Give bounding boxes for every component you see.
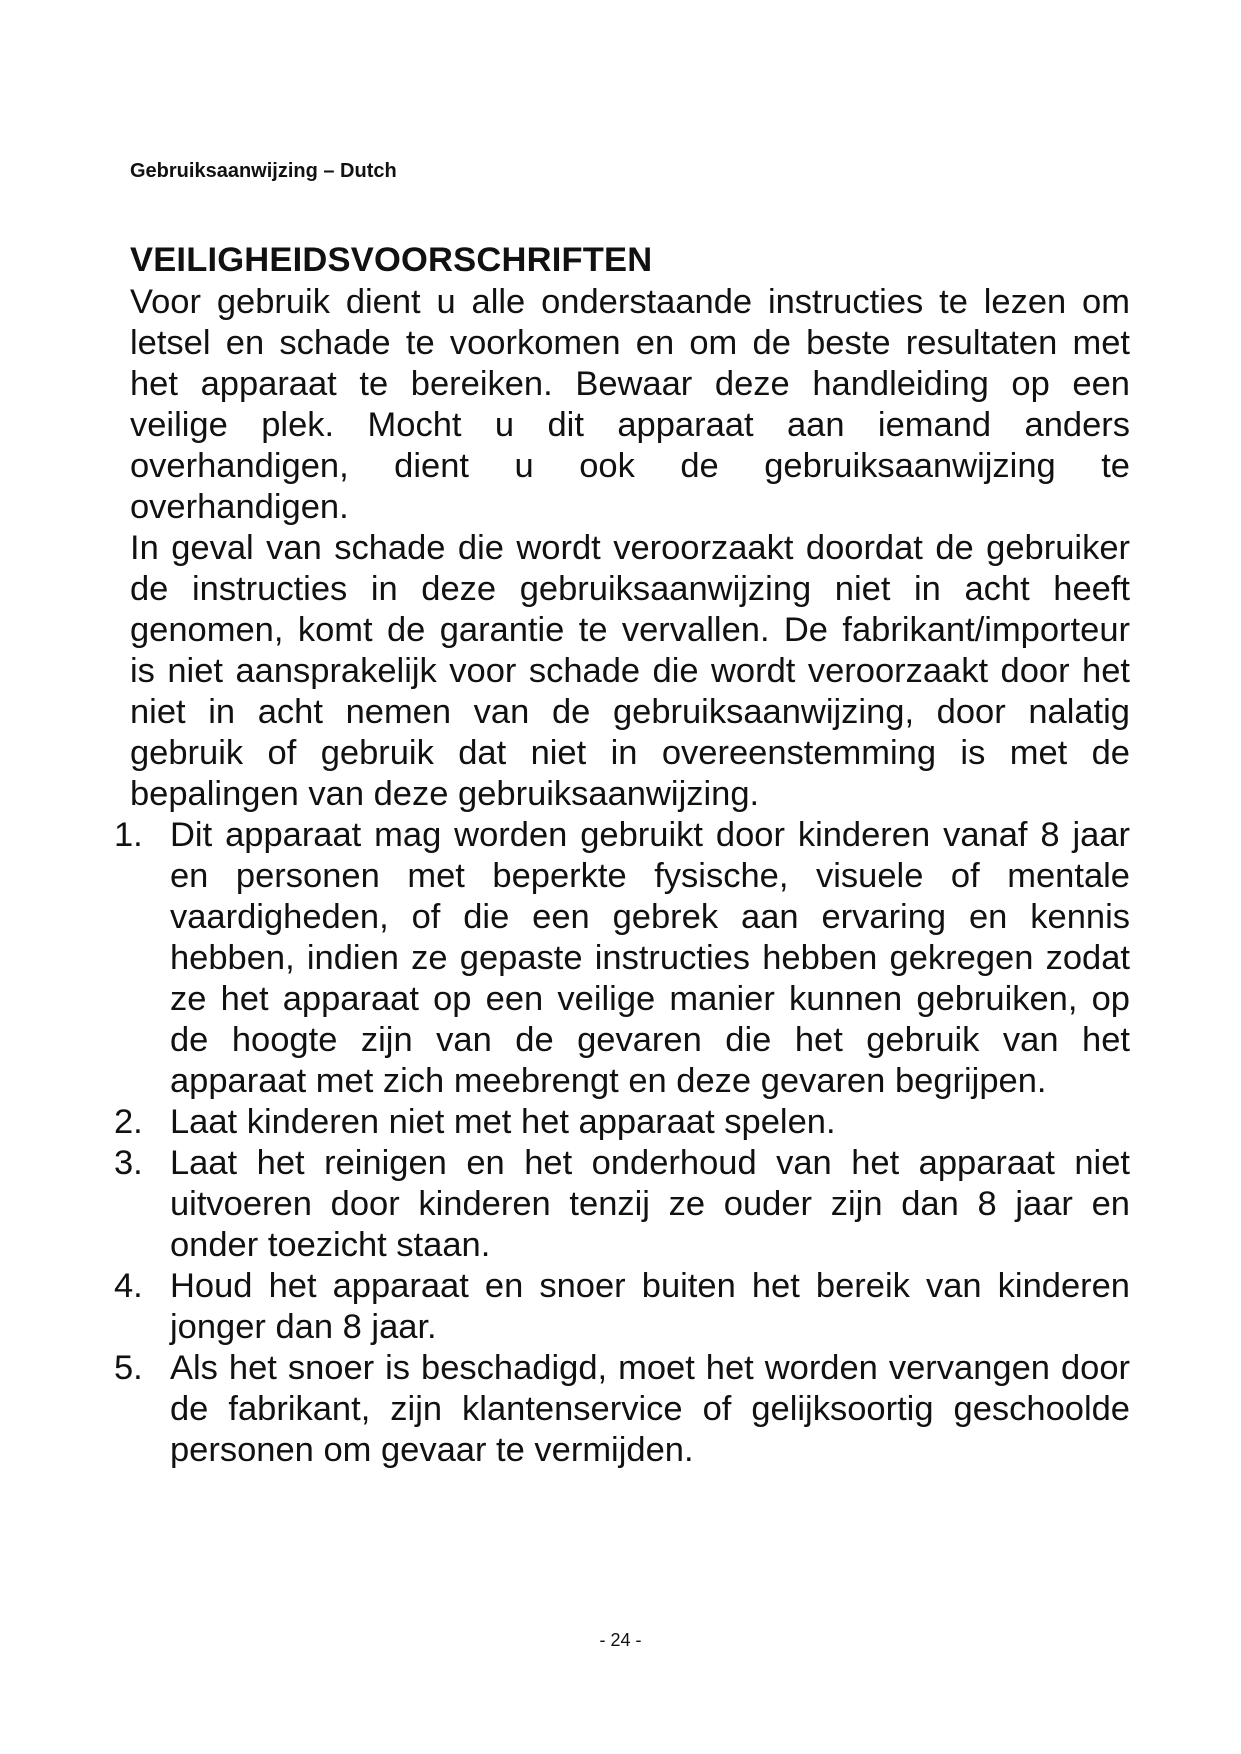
intro-paragraph: Voor gebruik dient u alle onderstaande instructies te lezen om letsel en schade te voorkomen en om de beste resultaten met het apparaat te bereiken. Bewaar deze handleiding op een veilige plek. Mocht u dit apparaat aan iemand anders overhandigen, dient u ook de gebruiksaanwijzing te overhandigen. xyxy=(130,283,1130,526)
safety-section xyxy=(114,238,1130,1471)
list-item-text: Laat kinderen niet met het apparaat spelen. xyxy=(170,1103,836,1141)
list-item-text: Als het snoer is beschadigd, moet het worden vervangen door de fabrikant, zijn klantenservice of gelijksoortig geschoolde personen om gevaar te vermijden. xyxy=(170,1349,1130,1469)
document-header: Gebruiksaanwijzing – Dutch xyxy=(130,160,397,182)
liability-paragraph: In geval van schade die wordt veroorzaakt doordat de gebruiker de instructies in deze gebruiksaanwijzing niet in acht heeft genomen, komt de garantie te vervallen. De fabrikant/importeur is niet aansprakelijk voor schade die wordt veroorzaakt door het niet in acht nemen van de gebruiksaanwijzing, door nalatig gebruik of gebruik dat niet in overeenstemming is met de bepalingen van deze gebruiksaanwijzing. xyxy=(130,529,1130,813)
list-item xyxy=(114,1143,1130,1266)
list-item xyxy=(114,1102,1130,1143)
page-number: - 24 - xyxy=(599,1630,642,1650)
list-item-number: 2. xyxy=(114,1103,143,1141)
list-item-number: 3. xyxy=(114,1144,143,1182)
list-item-number: 1. xyxy=(114,816,143,854)
list-item xyxy=(114,815,1130,1102)
list-item-text: Dit apparaat mag worden gebruikt door kinderen vanaf 8 jaar en personen met beperkte fysische, visuele of mentale vaardigheden, of die een gebrek aan ervaring en kennis hebben, indien ze gepaste instructies hebben gekregen zodat ze het apparaat op een veilige manier kunnen gebruiken, op de hoogte zijn van de gevaren die het gebruik van het apparaat met zich meebrengt en deze gevaren begrijpen. xyxy=(170,816,1130,1100)
list-item xyxy=(114,1266,1130,1348)
list-item-number: 5. xyxy=(114,1349,143,1387)
list-item-text: Houd het apparaat en snoer buiten het bereik van kinderen jonger dan 8 jaar. xyxy=(170,1267,1130,1346)
list-item xyxy=(114,1348,1130,1471)
section-title: VEILIGHEIDSVOORSCHRIFTEN xyxy=(130,241,653,279)
list-item-number: 4. xyxy=(114,1267,143,1305)
list-item-text: Laat het reinigen en het onderhoud van het apparaat niet uitvoeren door kinderen tenzij ze ouder zijn dan 8 jaar en onder toezicht staan. xyxy=(170,1144,1130,1264)
safety-rules-list xyxy=(114,815,1130,1471)
